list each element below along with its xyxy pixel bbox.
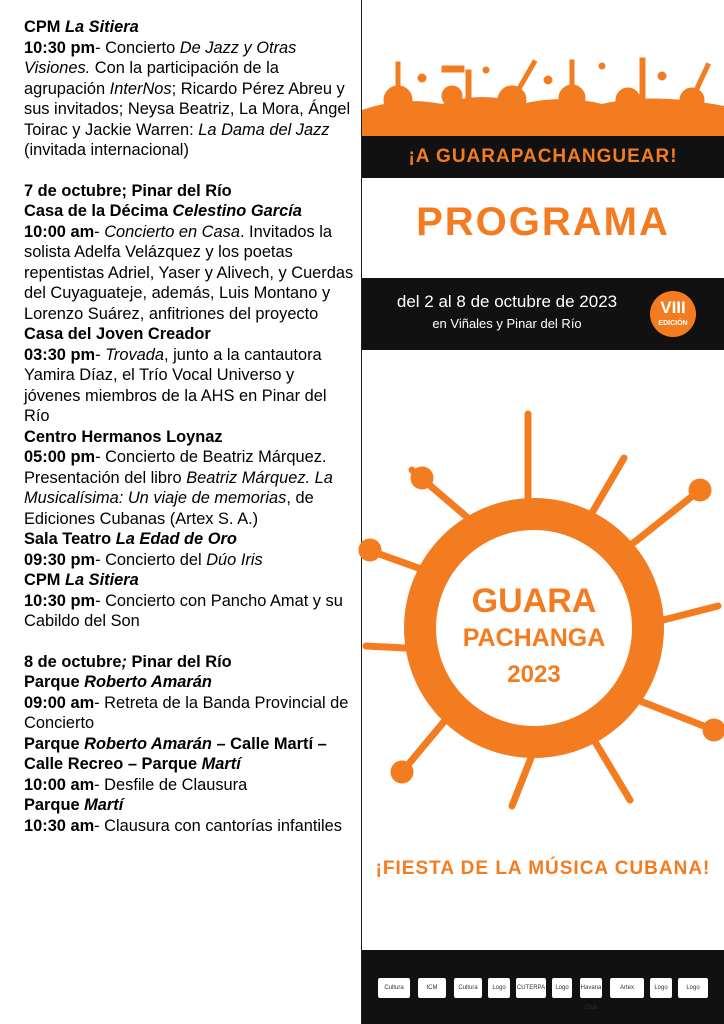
event-time: 10:30 pm	[24, 591, 96, 610]
orange-splash-shape	[362, 97, 724, 140]
venue-prefix: Parque	[24, 673, 85, 691]
edition-badge	[650, 291, 696, 337]
venue-prefix: Parque	[24, 734, 85, 753]
fiesta-tagline: ¡FIESTA DE LA MÚSICA CUBANA!	[375, 858, 711, 879]
event-title: De Jazz y Otras Visiones.	[24, 38, 297, 77]
sponsor-logo: Havana Club	[580, 978, 602, 998]
festival-locations: en Viñales y Pinar del Río	[432, 316, 582, 331]
event-entry	[24, 775, 354, 796]
event-entry	[24, 693, 354, 734]
event-text: - Clausura con cantorías infantiles	[94, 816, 342, 835]
event-time: 10:00 am	[24, 775, 95, 794]
venue-name: La Sitiera	[64, 18, 139, 36]
event-title: Concierto en Casa	[104, 222, 240, 241]
spacer	[24, 161, 354, 181]
venue-name: Centro Hermanos Loynaz	[24, 427, 223, 446]
event-text: - Desfile de Clausura	[94, 775, 248, 794]
day-heading-text: 7 de octubre; Pinar del Río	[24, 181, 232, 200]
venue-heading	[24, 529, 354, 550]
event-text: - Concierto con Pancho Amat y su Cabildo del Son	[24, 591, 343, 630]
event-time: 03:30 pm	[24, 345, 96, 364]
venue-prefix: Casa de la Décima	[24, 202, 173, 220]
venue-name: La Edad de Oro	[115, 530, 237, 548]
route-text: – Calle Martí – Calle Recreo – Parque	[24, 734, 327, 773]
venue-heading	[24, 201, 354, 222]
sponsor-logo: Cultura	[454, 978, 482, 998]
venue-name: Roberto Amarán	[84, 734, 212, 753]
event-title: InterNos	[109, 79, 172, 98]
venue-name: Casa del Joven Creador	[24, 325, 211, 343]
sponsor-logo: Logo	[678, 978, 708, 998]
venue-name: Martí	[201, 755, 241, 773]
event-time: 09:00 am	[24, 693, 95, 712]
event-title: La Dama del Jazz	[198, 120, 330, 139]
event-entry	[24, 591, 354, 632]
sponsor-logo: CUTERPA	[516, 978, 546, 998]
day-heading	[24, 652, 354, 673]
event-text: - Concierto del	[95, 550, 207, 569]
event-text: . Invitados la solista Adelfa Velázquez y los poetas repentistas Adriel, Yaser y Alivech, y Cuerdas del Cuyaguateje, además, Luis Montano y Lorenzo Suárez, anfitriones del proyecto	[24, 222, 354, 323]
event-time: 05:00 pm	[24, 448, 96, 466]
event-entry	[24, 447, 354, 529]
venue-heading	[24, 17, 354, 38]
sponsor-logo: ICM	[418, 978, 446, 998]
venue-heading	[24, 324, 354, 345]
program-title: PROGRAMA	[416, 200, 670, 244]
edition-number: VIII	[660, 298, 686, 317]
poster-column	[362, 0, 724, 1024]
day-heading-text: 8 de octubre	[24, 652, 122, 671]
venue-heading	[24, 734, 354, 775]
emblem-year: 2023	[507, 661, 561, 688]
emblem-title-line1: GUARA	[471, 582, 597, 620]
sponsor-logo: Logo	[650, 978, 672, 998]
event-entry	[24, 38, 354, 161]
event-text: -	[95, 345, 106, 364]
slogan-band	[362, 136, 724, 178]
day-heading-place: Pinar del Río	[131, 652, 232, 671]
spacer	[24, 632, 354, 652]
event-text: - Concierto de Beatriz Márquez. Presentación del libro	[24, 448, 327, 487]
event-entry	[24, 550, 354, 571]
venue-name: Celestino García	[172, 202, 302, 220]
event-text: ; Ricardo Pérez Abreu y sus invitados; Neysa Beatriz, La Mora, Ángel Toirac y Jackie Warren:	[24, 79, 351, 139]
sponsor-logos-band	[362, 950, 724, 1024]
venue-heading	[24, 795, 354, 816]
event-time: 10:30 pm	[24, 38, 96, 57]
venue-heading	[24, 672, 354, 693]
venue-name: La Sitiera	[64, 571, 139, 589]
event-entry	[24, 345, 354, 427]
event-time: 09:30 pm	[24, 550, 96, 569]
venue-prefix: Parque	[24, 796, 85, 814]
festival-emblem	[362, 400, 724, 820]
venue-name: Martí	[84, 796, 124, 814]
date-band	[362, 278, 724, 350]
event-text: -	[94, 222, 105, 241]
event-text: , de Ediciones Cubanas (Artex S. A.)	[24, 489, 314, 528]
slogan-text: ¡A GUARAPACHANGUEAR!	[408, 146, 678, 167]
event-time: 10:30 am	[24, 816, 95, 835]
venue-prefix: Sala Teatro	[24, 530, 116, 548]
venue-heading	[24, 427, 354, 448]
sponsor-logo: Logo	[552, 978, 572, 998]
sponsor-logo: Artex	[610, 978, 644, 998]
event-entry	[24, 222, 354, 325]
festival-dates: del 2 al 8 de octubre de 2023	[396, 292, 618, 311]
venue-heading	[24, 570, 354, 591]
event-text: , junto a la cantautora Yamira Díaz, el Trío Vocal Universo y jóvenes miembros de la AHS en Pinar del Río	[24, 345, 327, 425]
edition-label: EDICIÓN	[658, 320, 688, 327]
event-text: (invitada internacional)	[24, 141, 189, 159]
day-heading	[24, 181, 354, 202]
venue-prefix: CPM	[24, 571, 65, 589]
event-title: Dúo Iris	[206, 550, 263, 569]
event-title: Trovada	[105, 345, 164, 364]
event-time: 10:00 am	[24, 222, 95, 241]
event-text: - Retreta de la Banda Provincial de Concierto	[24, 693, 349, 732]
program-text	[24, 17, 354, 836]
event-text: - Concierto	[95, 38, 180, 57]
day-heading-sep: ;	[121, 652, 132, 671]
event-text: Con la participación de la agrupación	[24, 59, 279, 98]
event-entry	[24, 816, 354, 837]
emblem-title-line2: PACHANGA	[462, 624, 606, 652]
sponsor-logo: Logo	[488, 978, 510, 998]
sponsor-logo: Cultura	[378, 978, 410, 998]
venue-prefix: CPM	[24, 18, 65, 36]
venue-name: Roberto Amarán	[84, 673, 212, 691]
event-title: Beatriz Márquez. La Musicalísima: Un viaje de memorias	[24, 468, 333, 507]
